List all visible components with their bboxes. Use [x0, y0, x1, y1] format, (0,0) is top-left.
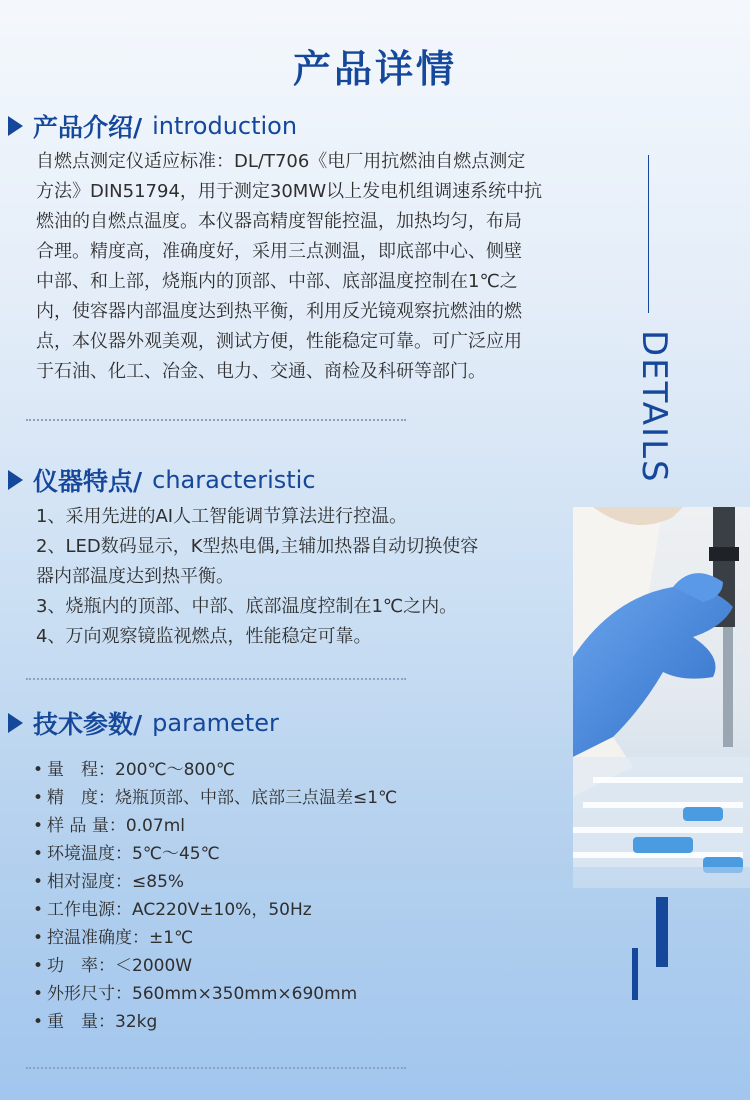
intro-line: 中部、和上部，烧瓶内的顶部、中部、底部温度控制在1℃之 — [36, 271, 518, 292]
params-title-cn: 技术参数/ — [33, 710, 143, 739]
param-item: • 量 程：200℃～800℃ — [33, 756, 397, 784]
features-heading — [8, 462, 316, 498]
intro-line: 自燃点测定仪适应标准：DL/T706《电厂用抗燃油自燃点测定 — [36, 151, 526, 172]
param-item: • 外形尺寸：560mm×350mm×690mm — [33, 980, 397, 1008]
page-title: 产品详情 — [292, 47, 457, 91]
triangle-bullet-icon — [8, 470, 23, 490]
intro-line: 点，本仪器外观美观，测试方便，性能稳定可靠。可广泛应用 — [36, 331, 522, 352]
param-item: • 环境温度：5℃～45℃ — [33, 840, 397, 868]
param-item: • 重 量：32kg — [33, 1008, 397, 1036]
feature-line: 4、万向观察镜监视燃点，性能稳定可靠。 — [36, 626, 372, 647]
intro-title-en: introduction — [152, 112, 298, 140]
feature-line: 器内部温度达到热平衡。 — [36, 566, 234, 587]
intro-line: 内，使容器内部温度达到热平衡，利用反光镜观察抗燃油的燃 — [36, 301, 522, 322]
intro-heading — [8, 108, 297, 144]
feature-line: 1、采用先进的AI人工智能调节算法进行控温。 — [36, 506, 408, 527]
param-item: • 精 度：烧瓶顶部、中部、底部三点温差≤1℃ — [33, 784, 397, 812]
features-title-en: characteristic — [152, 466, 316, 494]
feature-line: 2、LED数码显示，K型热电偶,主辅加热器自动切换使容 — [36, 536, 479, 557]
details-label: DETAILS — [634, 330, 674, 484]
intro-text — [36, 147, 606, 387]
features-title-cn: 仪器特点/ — [33, 467, 143, 496]
param-item: • 样 品 量：0.07ml — [33, 812, 397, 840]
lab-photo — [573, 507, 750, 888]
intro-line: 燃油的自燃点温度。本仪器高精度智能控温，加热均匀，布局 — [36, 211, 522, 232]
accent-bar — [656, 897, 668, 967]
dotted-divider — [26, 419, 406, 421]
params-list — [33, 756, 397, 1036]
triangle-bullet-icon — [8, 116, 23, 136]
features-list — [36, 502, 556, 652]
vertical-rule — [648, 155, 649, 313]
dotted-divider — [26, 1067, 406, 1069]
triangle-bullet-icon — [8, 713, 23, 733]
lab-glove-pipette-image — [573, 507, 750, 888]
params-title-en: parameter — [152, 709, 279, 737]
param-item: • 工作电源：AC220V±10%，50Hz — [33, 896, 397, 924]
feature-line: 3、烧瓶内的顶部、中部、底部温度控制在1℃之内。 — [36, 596, 458, 617]
intro-title-cn: 产品介绍/ — [33, 113, 143, 142]
param-item: • 相对湿度：≤85% — [33, 868, 397, 896]
param-item: • 控温准确度：±1℃ — [33, 924, 397, 952]
param-item: • 功 率：＜2000W — [33, 952, 397, 980]
accent-bar — [632, 948, 638, 1000]
dotted-divider — [26, 678, 406, 680]
intro-line: 方法》DIN51794，用于测定30MW以上发电机组调速系统中抗 — [36, 181, 543, 202]
params-heading — [8, 705, 279, 741]
intro-line: 合理。精度高，准确度好，采用三点测温，即底部中心、侧壁 — [36, 241, 522, 262]
intro-line: 于石油、化工、冶金、电力、交通、商检及科研等部门。 — [36, 361, 486, 382]
